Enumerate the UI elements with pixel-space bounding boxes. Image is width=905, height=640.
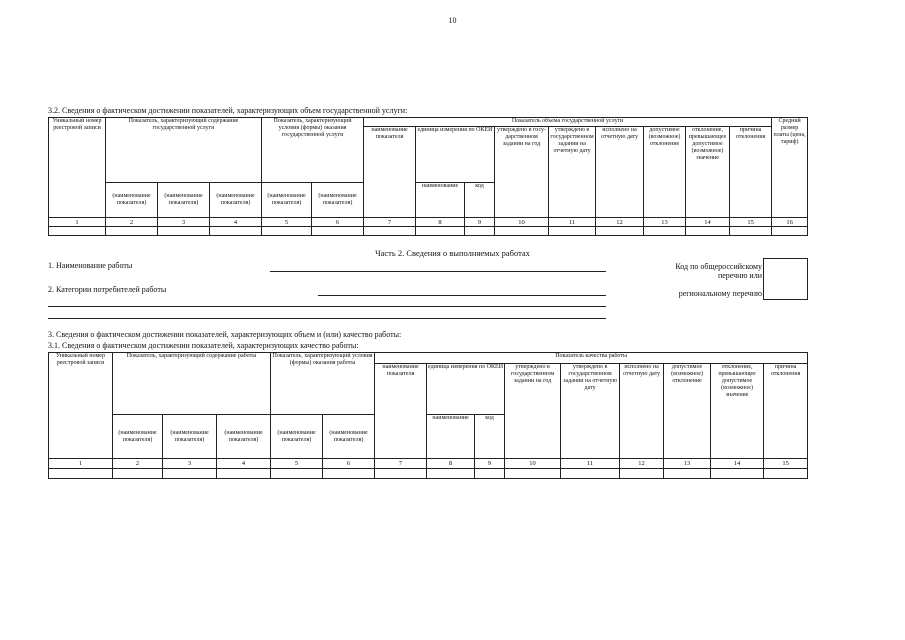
name-cell: (наименование показателя): [323, 415, 375, 459]
sub-deviation-reason: причина отклонения: [764, 364, 808, 459]
col-number: 8: [427, 459, 475, 469]
sub-approved-date: утверждено в государственном задании на отчетную дату: [549, 127, 596, 218]
col-unique-record: Уникальный номер реестровой записи: [49, 353, 113, 459]
table-row: [49, 227, 808, 236]
name-cell: (наименование показателя): [113, 415, 163, 459]
col-number: 5: [262, 218, 312, 227]
col-number: 15: [764, 459, 808, 469]
code-input-box[interactable]: [763, 258, 808, 300]
col-conditions-indicator: Показатель, характеризующий условия (формы) оказания государственной услуги: [262, 118, 364, 183]
col-number: 13: [644, 218, 686, 227]
col-number: 11: [561, 459, 620, 469]
col-number: 9: [475, 459, 505, 469]
col-number: 6: [323, 459, 375, 469]
section-3-heading: 3. Сведения о фактическом достижении показателей, характеризующих объем и (или) качество работы:: [48, 330, 402, 339]
consumer-category-label: 2. Категории потребителей работы: [48, 285, 167, 294]
name-cell: (наименование показателя): [210, 183, 262, 218]
quality-table-3-1: [48, 352, 808, 479]
col-number: 2: [106, 218, 158, 227]
page-number: 10: [448, 16, 457, 25]
work-name-label: 1. Наименование работы: [48, 261, 133, 270]
sub-excess-deviation: отклонение, превышающее допустимое (возможное) значение: [686, 127, 730, 218]
sub-approved-year: утверждено в государственном задании на год: [495, 127, 549, 218]
col-number: 16: [772, 218, 808, 227]
col-number: 14: [686, 218, 730, 227]
sub-indicator-name: наименование показателя: [375, 364, 427, 459]
sub-indicator-name: наименование показателя: [364, 127, 416, 218]
consumer-category-line: [318, 295, 606, 296]
sub-allowed-deviation: допустимое (возможное) отклонение: [644, 127, 686, 218]
code-label-line-3: региональному перечню: [678, 289, 762, 298]
name-cell: (наименование показателя): [262, 183, 312, 218]
col-number: 12: [620, 459, 664, 469]
col-number: 7: [364, 218, 416, 227]
sub-unit-okei: единица измерения по ОКЕИ: [416, 127, 495, 183]
col-number: 8: [416, 218, 465, 227]
col-number: 10: [495, 218, 549, 227]
col-number: 3: [158, 218, 210, 227]
col-number: 15: [730, 218, 772, 227]
col-volume-indicator: Показатель объема государственной услуги: [364, 118, 772, 127]
sub-approved-date: утверждено в государственном задании на отчетную дату: [561, 364, 620, 459]
col-number: 7: [375, 459, 427, 469]
section-3-1-heading: 3.1. Сведения о фактическом достижении показателей, характеризующих качество работы:: [48, 341, 359, 350]
name-cell: (наименование показателя): [158, 183, 210, 218]
sub-unit-code: код: [475, 415, 505, 459]
col-number: 6: [312, 218, 364, 227]
sub-unit-code: код: [465, 183, 495, 218]
sub-allowed-deviation: допустимое (возможное) отклонение: [664, 364, 711, 459]
col-number: 11: [549, 218, 596, 227]
col-content-indicator: Показатель, характеризующий содержание государственной услуги: [106, 118, 262, 183]
col-quality-indicator: Показатель качества работы: [375, 353, 808, 364]
col-number: 10: [505, 459, 561, 469]
consumer-category-line-3: [48, 318, 606, 319]
col-number: 9: [465, 218, 495, 227]
code-label-line-2: перечню или: [717, 271, 762, 280]
name-cell: (наименование показателя): [312, 183, 364, 218]
sub-approved-year: утверждено в государственном задании на год: [505, 364, 561, 459]
col-number: 13: [664, 459, 711, 469]
work-name-line: [270, 271, 606, 272]
sub-unit-okei: единица измерения по ОКЕИ: [427, 364, 505, 415]
table-row: [49, 469, 808, 479]
col-unique-record: Уникальный номер реестровой записи: [49, 118, 106, 218]
name-cell: (наименование показателя): [106, 183, 158, 218]
sub-executed: исполнено на отчетную дату: [620, 364, 664, 459]
sub-excess-deviation: отклонение, превышающее допустимое (возможное) значение: [711, 364, 764, 459]
sub-unit-name: наименование: [416, 183, 465, 218]
col-number: 5: [271, 459, 323, 469]
name-cell: (наименование показателя): [271, 415, 323, 459]
sub-executed: исполнено на отчетную дату: [596, 127, 644, 218]
col-conditions-indicator: Показатель, характеризующий условия (формы) оказания работы: [271, 353, 375, 415]
col-number: 1: [49, 218, 106, 227]
col-number: 3: [163, 459, 217, 469]
col-number: 12: [596, 218, 644, 227]
sub-deviation-reason: причина отклонения: [730, 127, 772, 218]
sub-unit-name: наименование: [427, 415, 475, 459]
col-average-fee: Средний размер платы (цена, тариф): [772, 118, 808, 218]
col-number: 4: [210, 218, 262, 227]
part-2-title: Часть 2. Сведения о выполняемых работах: [375, 248, 530, 258]
col-number: 4: [217, 459, 271, 469]
code-label-line-1: Код по общероссийскому: [675, 262, 762, 271]
name-cell: (наименование показателя): [163, 415, 217, 459]
consumer-category-line-2: [48, 306, 606, 307]
col-number: 14: [711, 459, 764, 469]
col-number: 2: [113, 459, 163, 469]
col-content-indicator: Показатель, характеризующий содержание работы: [113, 353, 271, 415]
section-3-2-heading: 3.2. Сведения о фактическом достижении показателей, характеризующих объем государственной услуги:: [48, 106, 408, 115]
volume-table-3-2: [48, 117, 808, 236]
col-number: 1: [49, 459, 113, 469]
name-cell: (наименование показателя): [217, 415, 271, 459]
